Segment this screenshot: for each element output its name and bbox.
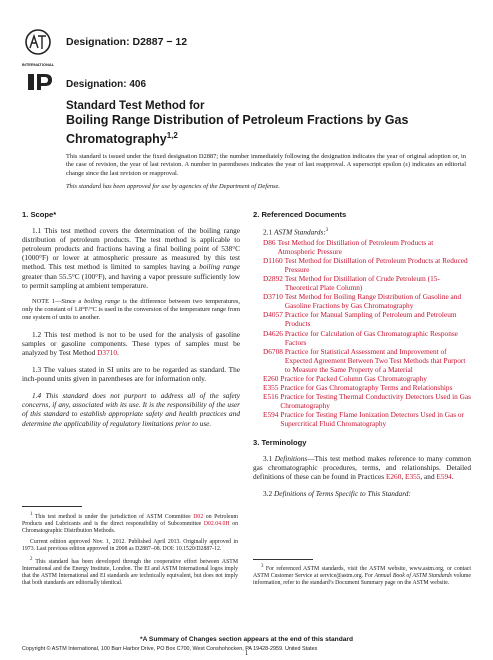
footnote-2 bbox=[22, 556, 238, 588]
scope-1-1-text: 1.1 This test method covers the determination of the boiling range distribution of petroleum products. The test method is applicable to petroleum products and fractions having a final boiling point of 538°C (1000°F) or lower at atmospheric pressure as measured by this test method. This test method is limited to samples having a bbox=[22, 226, 240, 272]
link-e355[interactable]: E355 bbox=[405, 471, 421, 481]
link-d3710[interactable]: D3710 bbox=[97, 347, 118, 357]
reference-list bbox=[263, 238, 471, 429]
energy-institute-logo-icon bbox=[26, 72, 54, 92]
note-1-pre: NOTE 1—Since a bbox=[32, 297, 85, 305]
fn3-italic: Annual Book of ASTM Standards bbox=[374, 573, 452, 580]
reference-code[interactable]: D86 bbox=[263, 237, 276, 247]
title-text-2: Boiling Range Distribution of Petroleum Fractions by Gas bbox=[66, 113, 409, 127]
reference-item[interactable] bbox=[263, 374, 471, 383]
p3-1-pre: 3.1 bbox=[263, 453, 275, 463]
logo-caption: INTERNATIONAL bbox=[22, 62, 54, 67]
page-number: 1 bbox=[244, 650, 249, 657]
reference-title[interactable]: Practice for Gas Chromatography Terms and Relationships bbox=[280, 383, 453, 393]
reference-item[interactable] bbox=[263, 347, 471, 374]
fn1-end: on Chromatographic Distribution Methods. bbox=[22, 521, 238, 535]
reference-item[interactable] bbox=[263, 292, 471, 310]
scope-1-2-end: . bbox=[117, 347, 119, 357]
copyright-line: Copyright © ASTM International, 100 Barr Harbor Drive, PO Box C700, West Conshohocken, PA 19428-2959. United States bbox=[22, 646, 318, 652]
scope-1-1-italic: boiling range bbox=[199, 262, 240, 272]
reference-title[interactable]: Practice for Packed Column Gas Chromatography bbox=[280, 374, 427, 384]
reference-item[interactable] bbox=[263, 274, 471, 292]
reference-code[interactable]: D3710 bbox=[263, 292, 283, 302]
designation-primary: Designation: D2887 − 12 bbox=[66, 36, 188, 48]
sub-superscript: 3 bbox=[325, 228, 329, 234]
reference-title[interactable]: Practice for Manual Sampling of Petroleum and Petroleum Products bbox=[284, 310, 457, 329]
scope-note-1 bbox=[22, 298, 240, 322]
link-e260[interactable]: E260 bbox=[385, 471, 402, 481]
terminology-para-3-2 bbox=[253, 489, 471, 498]
reference-code[interactable]: D4626 bbox=[263, 328, 283, 338]
reference-title[interactable]: Practice for Calculation of Gas Chromatographic Response Factors bbox=[284, 328, 458, 347]
terminology-para-3-1 bbox=[253, 454, 471, 481]
p3-1-sep1: , bbox=[401, 471, 405, 481]
reference-item[interactable] bbox=[263, 310, 471, 328]
reference-code[interactable]: D2892 bbox=[263, 273, 283, 283]
link-subcommittee[interactable]: D02.04.0H bbox=[203, 521, 230, 528]
reference-item[interactable] bbox=[263, 410, 471, 428]
astm-logo-icon bbox=[22, 28, 54, 70]
footnote-rule-right bbox=[253, 559, 313, 560]
reference-code[interactable]: E594 bbox=[263, 410, 279, 420]
fn3-end: volume information, refer to the standard’s Document Summary page on the ASTM website. bbox=[253, 573, 472, 587]
reference-title[interactable]: Practice for Statistical Assessment and Improvement of Expected Agreement Between Two Test Methods that Purport to Measure the Same Property of a Material bbox=[284, 346, 466, 374]
p3-1-end: . bbox=[451, 471, 454, 481]
reference-item[interactable] bbox=[263, 383, 471, 392]
note-1-post: is the difference between two temperatures, only the constant of 1.8°F/°C is used in the conversion of the temperature range from one system of units to another. bbox=[22, 297, 241, 321]
scope-1-2-text: 1.2 This test method is not to be used for the analysis of gasoline samples or gasoline components. These types of samples must be analyzed by Test Method bbox=[22, 329, 240, 357]
reference-code[interactable]: D6708 bbox=[263, 346, 283, 356]
fn2-sup: 2 bbox=[30, 556, 33, 562]
p3-2-italic: Definitions of Terms Specific to This Standard: bbox=[273, 488, 411, 498]
right-column bbox=[253, 210, 471, 506]
scope-para-1-3: 1.3 The values stated in SI units are to be regarded as standard. The inch-pound units given in parentheses are for information only. bbox=[22, 365, 240, 384]
reference-item[interactable] bbox=[263, 329, 471, 347]
designation-secondary: Designation: 406 bbox=[66, 79, 147, 90]
fn1-mid: on Petroleum Products and Lubricants and is the direct responsibility of Subcommittee bbox=[22, 513, 238, 528]
document-title bbox=[66, 99, 466, 147]
p3-1-text: —This test method makes reference to many common gas chromatographic procedures, terms, and relationships. Detailed definitions of these can be found in Practices bbox=[253, 453, 471, 481]
reference-item[interactable] bbox=[263, 238, 471, 256]
reference-code[interactable]: E260 bbox=[263, 374, 279, 384]
scope-para-1-1 bbox=[22, 226, 240, 290]
footnote-1 bbox=[22, 511, 238, 536]
p3-2-pre: 3.2 bbox=[263, 488, 274, 498]
p3-1-italic: Definitions bbox=[274, 453, 308, 463]
footnote-3 bbox=[253, 563, 471, 588]
reference-title[interactable]: Test Method for Distillation of Petroleum Products at Atmospheric Pressure bbox=[277, 237, 434, 256]
footnote-rule-left bbox=[22, 506, 82, 507]
scope-para-1-2 bbox=[22, 330, 240, 357]
fn2-text: This standard has been developed through the cooperative effort between ASTM International and the Energy Institute, London. The EI and ASTM International logos imply that the ASTM International and EI standards are technically equivalent, but does not imply that both standards are editorially identical. bbox=[22, 558, 238, 587]
reference-title[interactable]: Practice for Testing Flame Ionization Detectors Used in Gas or Supercritical Fluid Chromatography bbox=[280, 410, 464, 429]
note-1-italic: boiling range bbox=[84, 297, 120, 305]
left-column bbox=[22, 210, 240, 436]
reference-code[interactable]: E516 bbox=[263, 392, 279, 402]
astm-standards-subheading bbox=[263, 226, 471, 237]
footnotes-right bbox=[253, 563, 471, 591]
footnotes-left bbox=[22, 511, 238, 591]
title-line-1: Standard Test Method for bbox=[66, 100, 205, 112]
reference-title[interactable]: Test Method for Boiling Range Distribution of Gasoline and Gasoline Fractions by Gas Chromatography bbox=[284, 292, 462, 311]
reference-title[interactable]: Test Method for Distillation of Petroleum Products at Reduced Pressure bbox=[284, 255, 468, 274]
summary-of-changes-note: *A Summary of Changes section appears at the end of this standard bbox=[140, 636, 353, 643]
terminology-heading: 3. Terminology bbox=[253, 437, 307, 447]
fn3-sup: 3 bbox=[261, 564, 264, 569]
scope-para-1-4: 1.4 This standard does not purport to address all of the safety concerns, if any, associated with its use. It is the responsibility of the user of this standard to establish appropriate safety and health practices and determine the applicability of regulatory limitations prior to use. bbox=[22, 391, 240, 428]
scope-heading: 1. Scope* bbox=[22, 210, 57, 219]
issue-note: This standard is issued under the fixed designation D2887; the number immediately following the designation indicates the year of original adoption or, in the case of revision, the year of last revision. A number in parentheses indicates the year of last reapproval. A superscript epsilon (ε) indicates an editorial change since the last revision or reapproval. bbox=[66, 153, 466, 177]
referenced-documents-heading: 2. Referenced Documents bbox=[253, 210, 347, 219]
reference-code[interactable]: D1160 bbox=[263, 255, 283, 265]
approval-note: This standard has been approved for use by agencies of the Department of Defense. bbox=[66, 183, 280, 190]
scope-1-1-end: greater than 55.5°C (100°F), and having a vapor pressure sufficiently low to permit sampling at ambient temperature. bbox=[22, 271, 240, 290]
fn1-text: This test method is under the jurisdiction of ASTM Committee bbox=[32, 513, 194, 520]
reference-item[interactable] bbox=[263, 392, 471, 410]
title-text-3: Chromatography bbox=[66, 132, 167, 147]
sub-italic: ASTM Standards: bbox=[273, 227, 326, 237]
fn3-text: For referenced ASTM standards, visit the ASTM website, www.astm.org, or contact ASTM Customer Service at service@astm.org. For bbox=[253, 565, 471, 580]
reference-title[interactable]: Practice for Testing Thermal Conductivity Detectors Used in Gas Chromatography bbox=[280, 392, 471, 411]
fn1-sup: 1 bbox=[30, 512, 33, 517]
reference-code[interactable]: E355 bbox=[263, 383, 279, 393]
link-e594[interactable]: E594 bbox=[436, 471, 452, 481]
title-line-2 bbox=[66, 113, 466, 147]
p3-1-sep2: , and bbox=[420, 471, 437, 481]
sub-pre: 2.1 bbox=[263, 227, 274, 237]
title-superscript: 1,2 bbox=[166, 131, 178, 140]
reference-code[interactable]: D4057 bbox=[263, 310, 283, 320]
reference-title[interactable]: Test Method for Distillation of Crude Petroleum (15-Theoretical Plate Column) bbox=[284, 273, 440, 293]
footnote-1-edition: Current edition approved Nov. 1, 2012. Published April 2013. Originally approved in 1973. Last previous edition approved in 2008 as D2887–08. DOI: 10.1520/D2887-12. bbox=[22, 538, 238, 552]
reference-item[interactable] bbox=[263, 256, 471, 274]
link-committee-d02[interactable]: D02 bbox=[193, 513, 204, 520]
